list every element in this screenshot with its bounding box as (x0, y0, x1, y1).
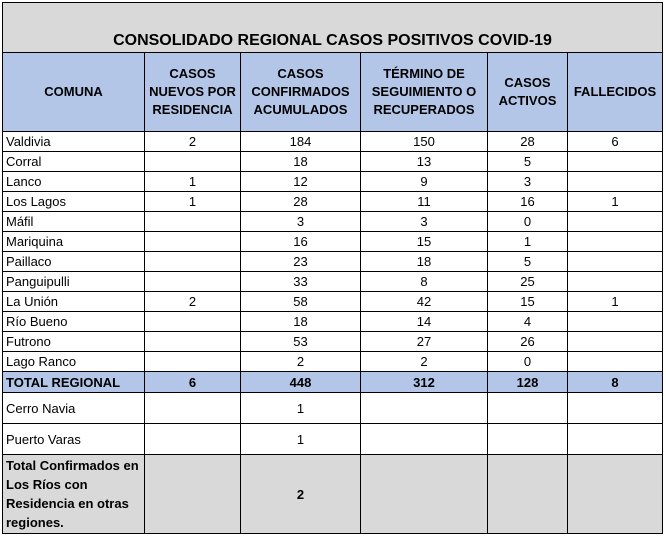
cell-casos-activos: 15 (488, 292, 568, 312)
cell-comuna: Cerro Navia (3, 393, 145, 424)
cell-casos-activos: 28 (488, 132, 568, 152)
cell-casos-nuevos (145, 332, 241, 352)
table-row (3, 212, 663, 232)
cell-casos-acumulados: 448 (241, 372, 361, 393)
cell-comuna: Puerto Varas (3, 424, 145, 455)
cell-casos-acumulados: 16 (241, 232, 361, 252)
table-title: CONSOLIDADO REGIONAL CASOS POSITIVOS COVID-19 (3, 3, 663, 53)
col-header-casos-activos: CASOS ACTIVOS (488, 53, 568, 132)
cell-fallecidos (568, 272, 663, 292)
cell-fallecidos: 1 (568, 192, 663, 212)
cell-comuna: Máfil (3, 212, 145, 232)
cell-casos-acumulados: 23 (241, 252, 361, 272)
cell-casos-activos: 5 (488, 152, 568, 172)
cell-comuna: TOTAL REGIONAL (3, 372, 145, 393)
cell-casos-nuevos (145, 212, 241, 232)
col-header-comuna: COMUNA (3, 53, 145, 132)
other-region-row (3, 424, 663, 455)
cell-casos-acumulados: 1 (241, 393, 361, 424)
cell-fallecidos (568, 172, 663, 192)
cell-recuperados: 9 (361, 172, 488, 192)
cell-fallecidos (568, 332, 663, 352)
cell-recuperados: 11 (361, 192, 488, 212)
table-row (3, 352, 663, 372)
table-row (3, 132, 663, 152)
total-regional-row (3, 372, 663, 393)
covid-regional-table-container (2, 2, 662, 534)
cell-casos-activos: 25 (488, 272, 568, 292)
cell-casos-nuevos (145, 232, 241, 252)
cell-casos-nuevos: 2 (145, 292, 241, 312)
cell-recuperados: 27 (361, 332, 488, 352)
cell-casos-acumulados: 1 (241, 424, 361, 455)
col-header-fallecidos: FALLECIDOS (568, 53, 663, 132)
cell-casos-nuevos (145, 393, 241, 424)
cell-casos-nuevos: 1 (145, 172, 241, 192)
cell-fallecidos (568, 152, 663, 172)
cell-fallecidos (568, 352, 663, 372)
cell-casos-acumulados: 12 (241, 172, 361, 192)
cell-fallecidos: 6 (568, 132, 663, 152)
cell-comuna: Mariquina (3, 232, 145, 252)
cell-casos-activos: 5 (488, 252, 568, 272)
col-header-recuperados: TÉRMINO DE SEGUIMIENTO O RECUPERADOS (361, 53, 488, 132)
cell-comuna: Valdivia (3, 132, 145, 152)
table-row (3, 252, 663, 272)
cell-casos-acumulados: 18 (241, 152, 361, 172)
cell-recuperados: 42 (361, 292, 488, 312)
cell-casos-activos: 4 (488, 312, 568, 332)
col-header-casos-nuevos: CASOS NUEVOS POR RESIDENCIA (145, 53, 241, 132)
table-row (3, 192, 663, 212)
cell-casos-activos: 16 (488, 192, 568, 212)
cell-casos-acumulados: 184 (241, 132, 361, 152)
cell-casos-activos: 26 (488, 332, 568, 352)
cell-recuperados (361, 393, 488, 424)
cell-casos-nuevos (145, 424, 241, 455)
cell-recuperados (361, 424, 488, 455)
cell-fallecidos (568, 424, 663, 455)
cell-casos-activos (488, 455, 568, 534)
table-row (3, 272, 663, 292)
cell-casos-activos: 128 (488, 372, 568, 393)
table-row (3, 292, 663, 312)
cell-casos-nuevos (145, 455, 241, 534)
cell-casos-acumulados: 18 (241, 312, 361, 332)
col-header-casos-acumulados: CASOS CONFIRMADOS ACUMULADOS (241, 53, 361, 132)
cell-comuna: Lago Ranco (3, 352, 145, 372)
table-row (3, 172, 663, 192)
cell-casos-acumulados: 28 (241, 192, 361, 212)
table-row (3, 332, 663, 352)
cell-comuna: Panguipulli (3, 272, 145, 292)
cell-casos-acumulados: 58 (241, 292, 361, 312)
cell-fallecidos: 1 (568, 292, 663, 312)
cell-comuna: Lanco (3, 172, 145, 192)
cell-casos-activos: 0 (488, 212, 568, 232)
cell-comuna: Río Bueno (3, 312, 145, 332)
cell-casos-activos (488, 393, 568, 424)
cell-recuperados: 13 (361, 152, 488, 172)
cell-casos-nuevos (145, 352, 241, 372)
table-row (3, 232, 663, 252)
covid-regional-table (2, 2, 663, 534)
cell-casos-activos: 0 (488, 352, 568, 372)
cell-recuperados: 8 (361, 272, 488, 292)
summary-row (3, 455, 663, 534)
cell-casos-acumulados: 2 (241, 352, 361, 372)
cell-casos-acumulados: 33 (241, 272, 361, 292)
cell-fallecidos (568, 232, 663, 252)
cell-fallecidos: 8 (568, 372, 663, 393)
cell-recuperados: 3 (361, 212, 488, 232)
cell-recuperados: 2 (361, 352, 488, 372)
table-row (3, 312, 663, 332)
cell-casos-activos: 1 (488, 232, 568, 252)
cell-casos-activos (488, 424, 568, 455)
other-region-row (3, 393, 663, 424)
cell-fallecidos (568, 252, 663, 272)
cell-casos-nuevos (145, 152, 241, 172)
cell-casos-nuevos: 6 (145, 372, 241, 393)
summary-label: Total Confirmados en Los Ríos con Residencia en otras regiones. (3, 455, 145, 534)
cell-recuperados: 15 (361, 232, 488, 252)
cell-casos-nuevos (145, 272, 241, 292)
cell-recuperados: 18 (361, 252, 488, 272)
cell-casos-nuevos: 1 (145, 192, 241, 212)
cell-fallecidos (568, 212, 663, 232)
cell-casos-acumulados: 3 (241, 212, 361, 232)
cell-fallecidos (568, 393, 663, 424)
cell-casos-nuevos (145, 312, 241, 332)
cell-recuperados: 150 (361, 132, 488, 152)
cell-comuna: Paillaco (3, 252, 145, 272)
cell-casos-nuevos (145, 252, 241, 272)
summary-acumulados: 2 (241, 455, 361, 534)
cell-casos-nuevos: 2 (145, 132, 241, 152)
cell-comuna: La Unión (3, 292, 145, 312)
cell-fallecidos (568, 312, 663, 332)
cell-comuna: Corral (3, 152, 145, 172)
cell-casos-activos: 3 (488, 172, 568, 192)
cell-comuna: Los Lagos (3, 192, 145, 212)
cell-recuperados: 312 (361, 372, 488, 393)
cell-recuperados: 14 (361, 312, 488, 332)
cell-recuperados (361, 455, 488, 534)
cell-fallecidos (568, 455, 663, 534)
table-row (3, 152, 663, 172)
cell-casos-acumulados: 53 (241, 332, 361, 352)
cell-comuna: Futrono (3, 332, 145, 352)
